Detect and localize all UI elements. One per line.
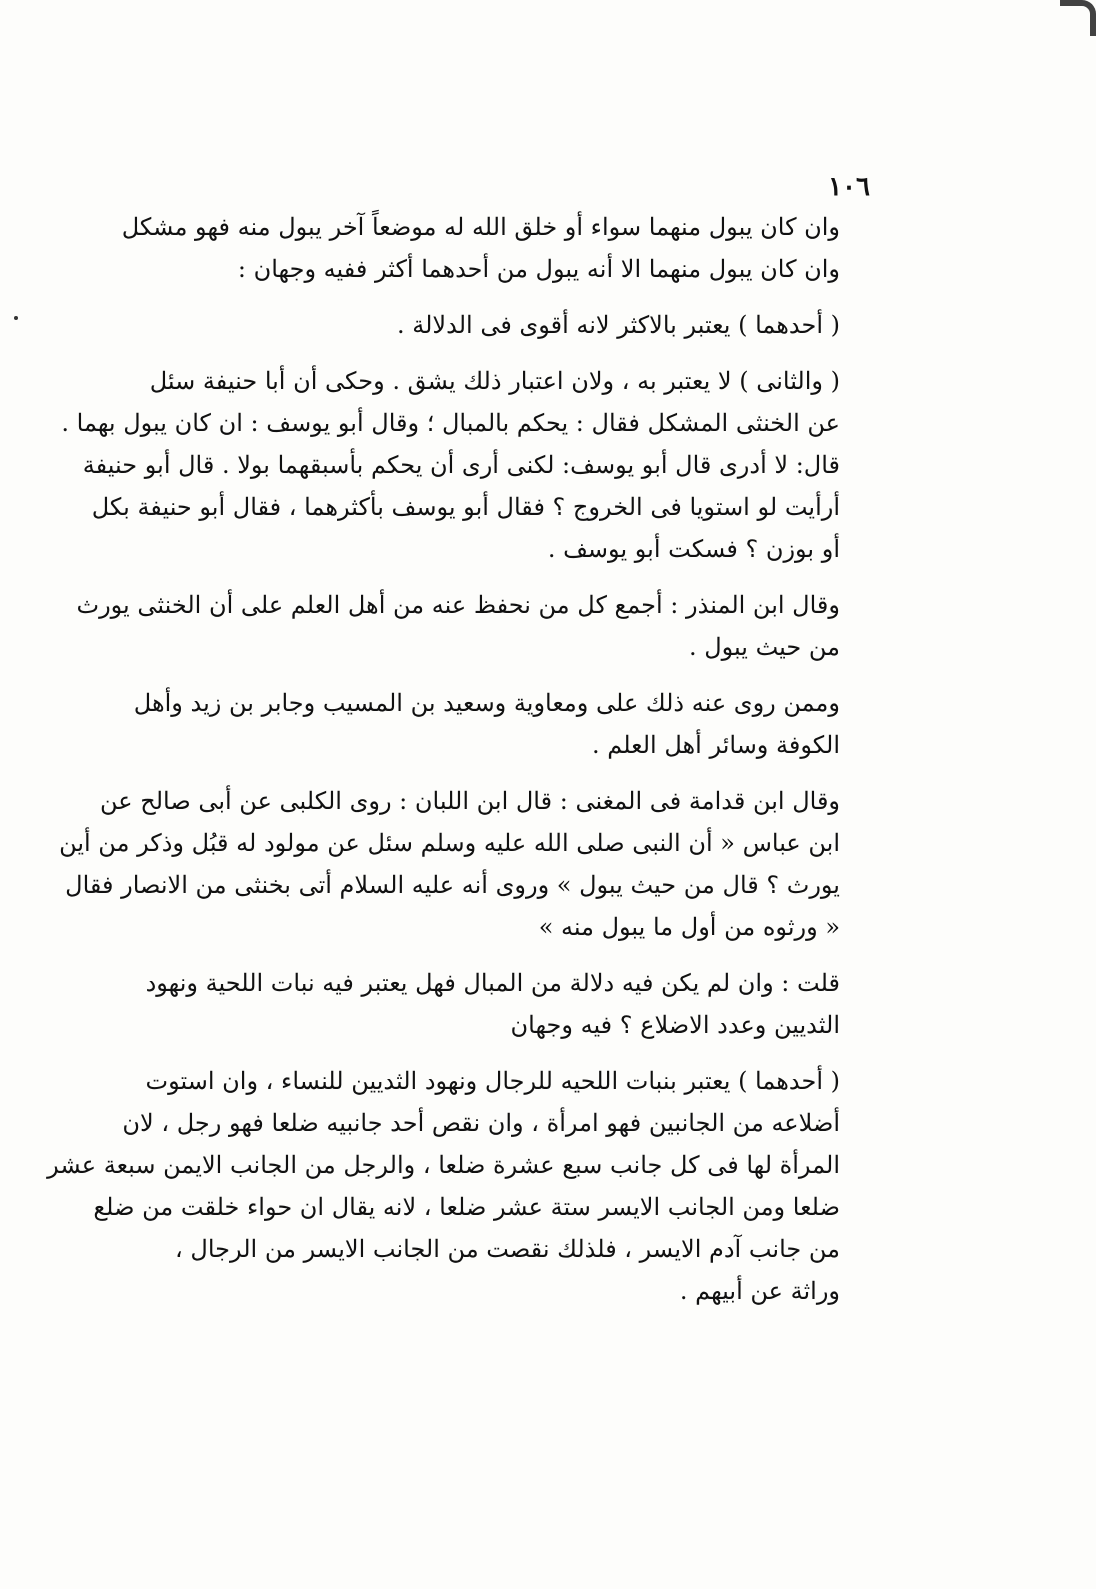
text-line: المرأة لها فى كل جانب سبع عشرة ضلعا ، والرجل من الجانب الايمن سبعة عشر xyxy=(47,1151,840,1179)
paragraph-6 xyxy=(59,780,880,948)
text-line: وان كان يبول منهما سواء أو خلق الله له موضعاً آخر يبول منه فهو مشكل xyxy=(121,213,840,241)
text-line: وقال ابن المنذر : أجمع كل من نحفظ عنه من أهل العلم على أن الخنثى يورث xyxy=(76,591,840,619)
text-line: من حيث يبول . xyxy=(688,633,840,661)
text-line: الكوفة وسائر أهل العلم . xyxy=(591,731,840,759)
paragraph-7 xyxy=(145,962,880,1046)
text-line: أو بوزن ؟ فسكت أبو يوسف . xyxy=(547,535,840,563)
paragraph-1 xyxy=(121,206,880,290)
paragraph-3 xyxy=(61,360,880,570)
paragraph-2 xyxy=(160,304,880,346)
text-line: وراثة عن أبيهم . xyxy=(679,1277,840,1305)
text-line: وقال ابن قدامة فى المغنى : قال ابن اللبان : روى الكلبى عن أبى صالح عن xyxy=(99,787,840,815)
page-number: ١٠٦ xyxy=(828,172,870,202)
text-line: وممن روى عنه ذلك على ومعاوية وسعيد بن المسيب وجابر بن زيد وأهل xyxy=(133,689,840,717)
text-line: ابن عباس « أن النبى صلى الله عليه وسلم سئل عن مولود له قبُل وذكر من أين xyxy=(59,829,840,857)
paragraph-5 xyxy=(133,682,880,766)
text-line: أضلاعه من الجانبين فهو امرأة ، وان نقص أحد جانبيه ضلعا فهو رجل ، لان xyxy=(122,1109,840,1137)
text-line: يورث ؟ قال من حيث يبول » وروى أنه عليه السلام أتى بخنثى من الانصار فقال xyxy=(65,871,840,899)
text-line: ( والثانى ) لا يعتبر به ، ولان اعتبار ذلك يشق . وحكى أن أبا حنيفة سئل xyxy=(149,367,840,395)
text-line: وان كان يبول منهما الا أنه يبول من أحدهما أكثر ففيه وجهان : xyxy=(237,255,840,283)
text-line: ( أحدهما ) يعتبر بالاكثر لانه أقوى فى الدلالة . xyxy=(396,311,840,339)
text-line: عن الخنثى المشكل فقال : يحكم بالمبال ؛ وقال أبو يوسف : ان كان يبول بهما . xyxy=(61,409,840,437)
text-line: قلت : وان لم يكن فيه دلالة من المبال فهل يعتبر فيه نبات اللحية ونهود xyxy=(145,969,840,997)
text-line: « ورثوه من أول ما يبول منه » xyxy=(538,913,840,941)
page-corner-mark xyxy=(1060,0,1096,36)
paragraph-4 xyxy=(76,584,880,668)
ink-speck xyxy=(14,316,18,320)
text-line: ضلعا ومن الجانب الايسر ستة عشر ضلعا ، لانه يقال ان حواء خلقت من ضلع xyxy=(93,1193,840,1221)
text-line: أرأيت لو استويا فى الخروج ؟ فقال أبو يوسف بأكثرهما ، فقال أبو حنيفة بكل xyxy=(91,493,840,521)
text-line: الثديين وعدد الاضلاع ؟ فيه وجهان xyxy=(510,1011,840,1039)
paragraph-8 xyxy=(47,1060,880,1312)
text-line: قال: لا أدرى قال أبو يوسف: لكنى أرى أن يحكم بأسبقهما بولا . قال أبو حنيفة xyxy=(82,451,840,479)
text-line: ( أحدهما ) يعتبر بنبات اللحيه للرجال ونهود الثديين للنساء ، وان استوت xyxy=(145,1067,840,1095)
text-line: من جانب آدم الايسر ، فلذلك نقصت من الجانب الايسر من الرجال ، xyxy=(175,1235,840,1263)
body-text xyxy=(47,206,880,1326)
